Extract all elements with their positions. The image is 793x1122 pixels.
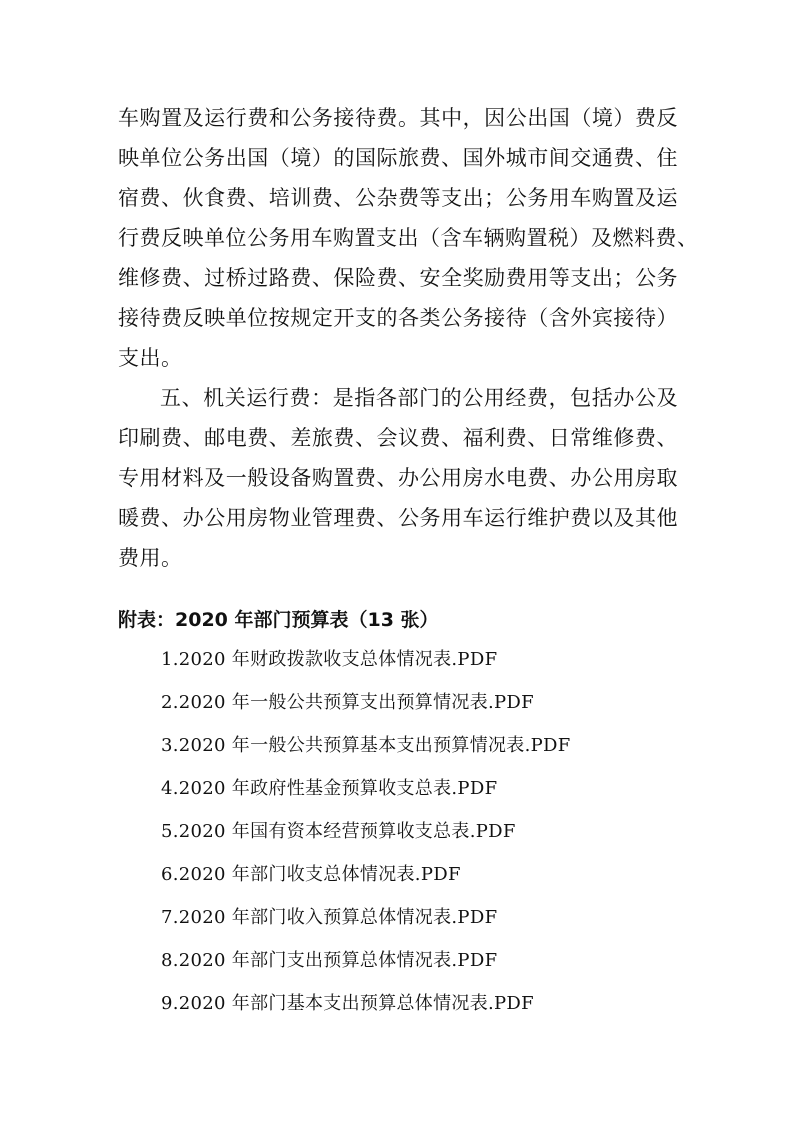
attachment-link[interactable]: 3.2020 年一般公共预算基本支出预算情况表.PDF <box>161 735 571 756</box>
paragraph-line: 行费反映单位公务用车购置支出（含车辆购置税）及燃料费、 <box>118 226 699 250</box>
paragraph-line: 五、机关运行费：是指各部门的公用经费，包括办公及 <box>160 386 678 410</box>
attachment-link[interactable]: 8.2020 年部门支出预算总体情况表.PDF <box>161 950 498 971</box>
attachment-link[interactable]: 4.2020 年政府性基金预算收支总表.PDF <box>161 778 498 799</box>
paragraph-line: 专用材料及一般设备购置费、办公用房水电费、办公用房取 <box>118 466 678 490</box>
paragraph-line: 车购置及运行费和公务接待费。其中，因公出国（境）费反 <box>118 106 678 130</box>
attachment-link[interactable]: 6.2020 年部门收支总体情况表.PDF <box>161 864 461 885</box>
paragraph-line: 宿费、伙食费、培训费、公杂费等支出；公务用车购置及运 <box>118 186 678 210</box>
attachment-link[interactable]: 1.2020 年财政拨款收支总体情况表.PDF <box>161 649 498 670</box>
paragraph-line: 暖费、办公用房物业管理费、公务用车运行维护费以及其他 <box>118 506 678 530</box>
attachments-heading: 附表：2020 年部门预算表（13 张） <box>118 609 439 631</box>
attachment-link[interactable]: 9.2020 年部门基本支出预算总体情况表.PDF <box>161 993 534 1014</box>
paragraph-line: 映单位公务出国（境）的国际旅费、国外城市间交通费、住 <box>118 146 678 170</box>
attachment-link[interactable]: 2.2020 年一般公共预算支出预算情况表.PDF <box>161 692 534 713</box>
paragraph-line: 支出。 <box>118 346 183 370</box>
attachment-link[interactable]: 5.2020 年国有资本经营预算收支总表.PDF <box>161 821 516 842</box>
attachment-link[interactable]: 7.2020 年部门收入预算总体情况表.PDF <box>161 907 498 928</box>
paragraph-line: 维修费、过桥过路费、保险费、安全奖励费用等支出；公务 <box>118 266 678 290</box>
paragraph-line: 接待费反映单位按规定开支的各类公务接待（含外宾接待） <box>118 306 678 330</box>
paragraph-line: 费用。 <box>118 546 183 570</box>
paragraph-line: 印刷费、邮电费、差旅费、会议费、福利费、日常维修费、 <box>118 426 678 450</box>
